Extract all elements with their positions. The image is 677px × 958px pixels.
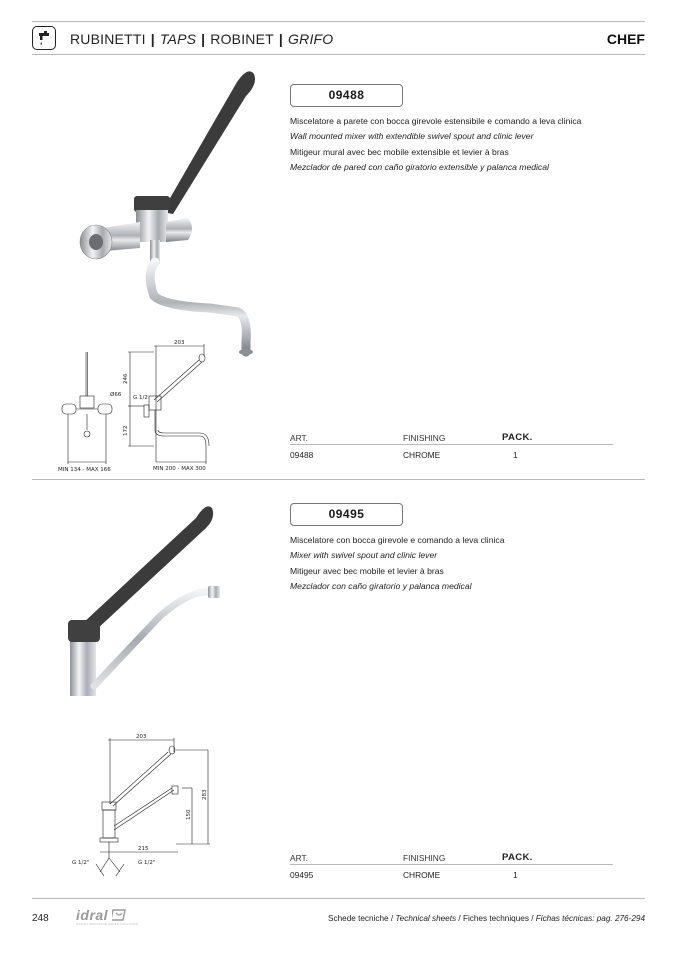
tap-icon [32,26,56,50]
col-header-pack: PACK. [502,432,533,443]
note-it: Schede tecniche [328,914,389,923]
table-rule [290,444,613,445]
header-top-rule [32,21,645,22]
product-description [290,114,581,176]
logo-mark-icon [112,909,126,921]
page-title [70,31,333,47]
idral-logo [76,907,126,923]
cell-art: 09495 [290,870,314,880]
mixer-cap [134,196,170,212]
product-description [290,533,504,595]
cell-pack: 1 [513,450,518,460]
cell-art: 09488 [290,450,314,460]
note-es: Fichas técnicas: pag. 276-294 [535,914,645,923]
title-separator: | [278,31,284,47]
product-code-box: 09495 [290,503,403,526]
dim-height-upper: 246 [123,373,129,384]
dim-width-top: 203 [174,340,185,346]
logo-text: idral [76,907,109,923]
dim-thread-right: G 1/2" [138,860,156,866]
title-es: GRIFO [288,31,334,47]
brand-label: CHEF [606,31,645,47]
wall-mixer-technical-drawing [54,338,214,476]
note-en: Technical sheets [395,914,457,923]
title-fr: ROBINET [210,31,274,47]
mixer-cap [68,620,100,642]
desc-es: Mezclador de pared con caño giratorio extensible y palanca medical [290,162,549,173]
mixer-photo [60,500,230,700]
dim-height-lower: 172 [123,425,129,436]
section-divider [32,479,645,480]
page-number: 248 [32,913,49,924]
col-header-finishing: FINISHING [403,433,446,443]
mixer-technical-drawing [66,732,216,880]
dim-width-top: 203 [136,734,147,740]
title-en: TAPS [159,31,197,47]
desc-fr: Mitigeur avec bec mobile et levier à bras [290,565,444,576]
dim-range-right: MIN 200 - MAX 300 [153,466,206,472]
title-separator: | [150,31,155,47]
logo-tagline: ITALIAN INNOVATIVE WATER SOLUTIONS [76,922,138,926]
dim-height-total: 283 [202,789,208,800]
table-rule [290,864,613,865]
col-header-finishing: FINISHING [403,853,446,863]
desc-en: Wall mounted mixer with extendible swivel spout and clinic lever [290,131,534,142]
clinic-lever [162,71,255,214]
clinic-lever [82,506,213,630]
cell-finishing: CHROME [403,870,441,880]
desc-fr: Mitigeur mural avec bec mobile extensible et levier à bras [290,146,509,157]
footer-rule [32,898,645,899]
title-separator: | [201,31,206,47]
footer-note: Schede tecniche / Technical sheets / Fiches techniques / Fichas técnicas: pag. 276-294 [328,914,645,923]
dim-diameter: Ø66 [110,392,122,398]
dim-range-left: MIN 134 - MAX 166 [58,467,111,473]
desc-it: Miscelatore con bocca girevole e comando a leva clinica [290,535,505,545]
dim-width-spout: 215 [138,846,149,852]
cell-pack: 1 [513,870,518,880]
desc-en: Mixer with swivel spout and clinic lever [290,550,438,561]
col-header-pack: PACK. [502,852,533,863]
note-fr: Fiches techniques [462,914,529,923]
mixer-body [136,210,168,242]
title-it: RUBINETTI [70,31,146,47]
dim-thread-left: G 1/2" [72,860,90,866]
desc-it: Miscelatore a parete con bocca girevole estensibile e comando a leva clinica [290,116,582,126]
header-bottom-rule [32,54,645,55]
desc-es: Mezclador con caño giratorio y palanca medical [290,581,472,592]
col-header-art: ART. [290,433,308,443]
cell-finishing: CHROME [403,450,441,460]
wall-mixer-photo [70,62,270,362]
col-header-art: ART. [290,853,308,863]
dim-height-spout: 150 [186,809,192,820]
product-code-box: 09488 [290,84,403,107]
dim-thread: G 1/2 [133,395,148,401]
